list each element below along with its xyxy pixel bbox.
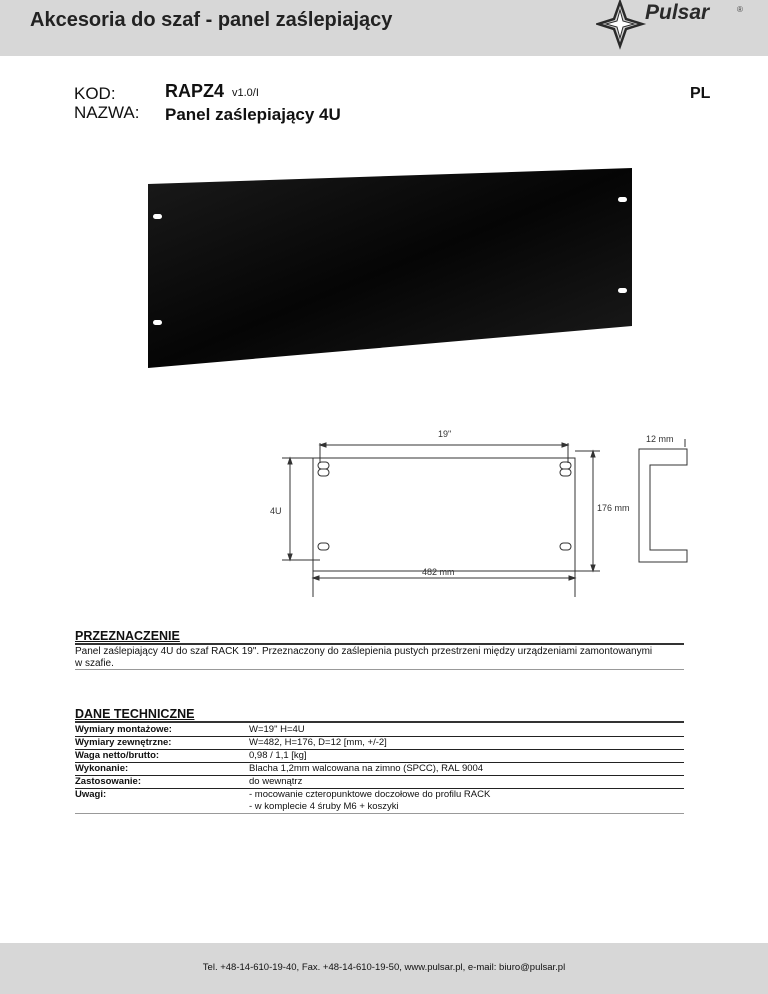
dim-width-inch: 19" [438, 429, 452, 439]
tech-data-heading: DANE TECHNICZNE [75, 707, 195, 721]
purpose-line-1: Panel zaślepiający 4U do szaf RACK 19". Przeznaczony do zaślepienia pustych przestrzeni między urządzeniami zamontowanymi [75, 646, 653, 657]
dim-height-u: 4U [270, 506, 282, 516]
tech-bottom-divider [75, 813, 684, 814]
tech-value-usage: do wewnątrz [249, 776, 303, 787]
tech-data-divider [75, 721, 684, 723]
language-badge: PL [690, 85, 711, 102]
technical-drawing [260, 425, 700, 600]
product-version: v1.0/I [232, 87, 259, 99]
tech-label-usage: Zastosowanie: [75, 776, 141, 787]
tech-label-notes: Uwagi: [75, 789, 107, 800]
dim-depth: 12 mm [646, 434, 674, 444]
purpose-heading: PRZEZNACZENIE [75, 629, 180, 643]
tech-value-notes-1: - mocowanie czteropunktowe doczołowe do profilu RACK [249, 789, 491, 800]
table-row-divider [75, 749, 684, 750]
purpose-divider [75, 643, 684, 645]
product-code: RAPZ4 [165, 81, 225, 101]
tech-label-material: Wykonanie: [75, 763, 129, 774]
product-photo [140, 160, 640, 370]
purpose-line-2: w szafie. [75, 657, 114, 669]
dim-width-mm: 482 mm [422, 567, 455, 577]
registered-mark: ® [737, 5, 743, 14]
tech-value-dimensions: W=482, H=176, D=12 [mm, +/-2] [249, 737, 387, 748]
tech-label-dimensions: Wymiary zewnętrzne: [75, 737, 172, 748]
tech-value-notes-2: - w komplecie 4 śruby M6 + koszyki [249, 801, 399, 812]
product-name: Panel zaślepiający 4U [165, 105, 341, 124]
tech-label-mounting: Wymiary montażowe: [75, 724, 172, 735]
name-label: NAZWA: [74, 103, 140, 122]
footer-contact: Tel. +48-14-610-19-40, Fax. +48-14-610-19-50, www.pulsar.pl, e-mail: biuro@pulsar.pl [202, 962, 566, 973]
tech-value-mounting: W=19" H=4U [249, 724, 305, 735]
dim-height-mm: 176 mm [597, 503, 630, 513]
tech-value-material: Blacha 1,2mm walcowana na zimno (SPCC), RAL 9004 [249, 763, 484, 774]
purpose-bottom-divider [75, 669, 684, 670]
tech-label-weight: Waga netto/brutto: [75, 750, 160, 761]
tech-value-weight: 0,98 / 1,1 [kg] [249, 750, 307, 761]
table-row-divider [75, 775, 684, 776]
code-label: KOD: [74, 84, 116, 103]
brand-name: Pulsar [645, 1, 710, 24]
purpose-text [75, 646, 685, 669]
page-title: Akcesoria do szaf - panel zaślepiający [30, 9, 393, 31]
